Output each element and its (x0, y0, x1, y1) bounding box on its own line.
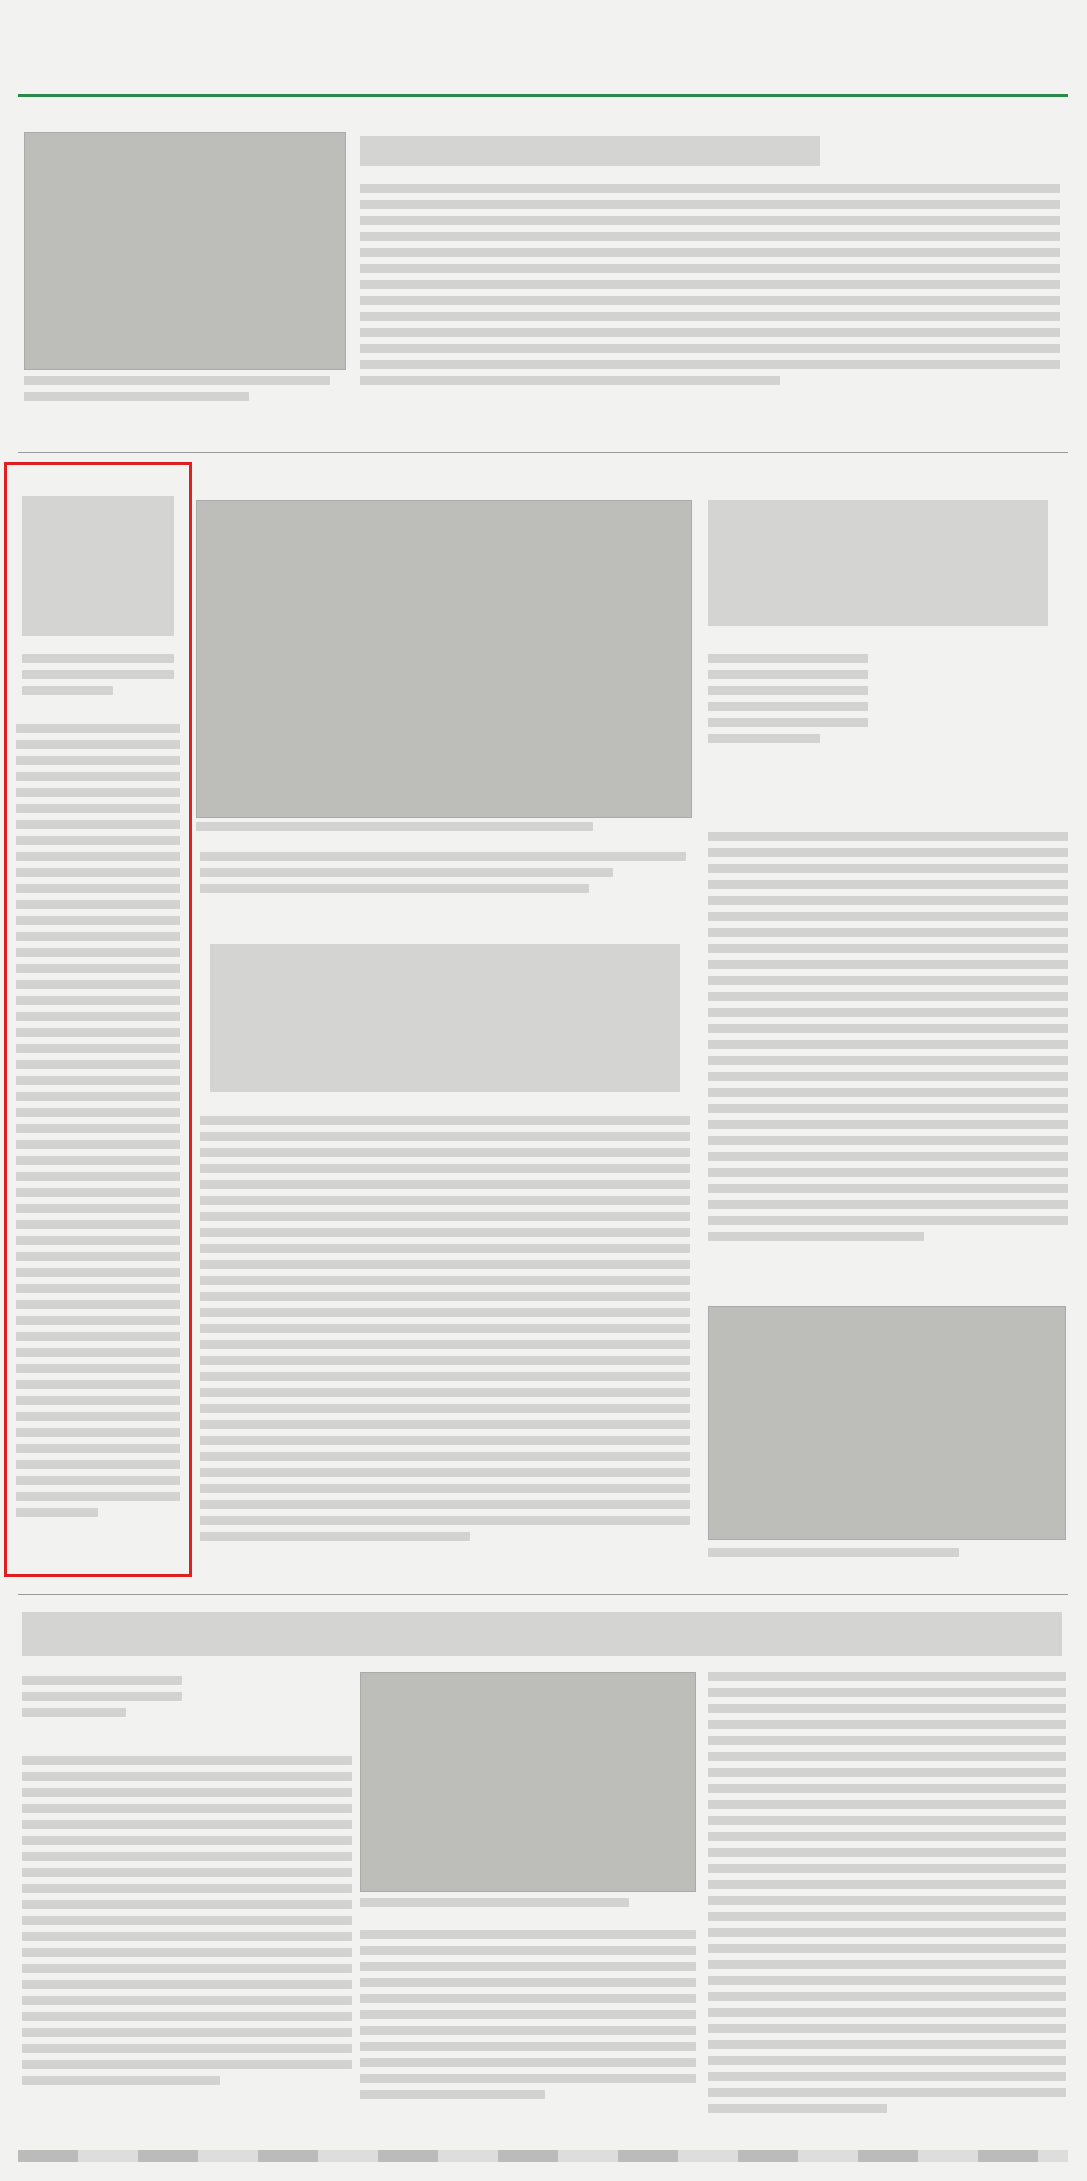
story5-caption (360, 1898, 696, 1916)
story4-caption (708, 1548, 1066, 1566)
section-divider-2 (18, 1594, 1068, 1595)
story3-body (200, 1116, 690, 1566)
story1-caption (24, 376, 346, 416)
story2-body (16, 724, 180, 1564)
story5-body-left (22, 1756, 352, 2136)
story4-body (708, 832, 1068, 1292)
story5-headline (22, 1612, 1062, 1656)
story5-photo (360, 1672, 696, 1892)
story1-photo (24, 132, 346, 370)
story3-headline (210, 944, 680, 1092)
story5-body-middle (360, 1930, 696, 2136)
story5-deck (22, 1676, 182, 1736)
section-divider-1 (18, 452, 1068, 453)
header-rule (18, 94, 1068, 97)
story1-body (360, 184, 1060, 414)
story4-photo (708, 1306, 1066, 1540)
story5-body-right (708, 1672, 1066, 2136)
story3-deck (200, 852, 686, 922)
story4-headline (708, 500, 1048, 626)
story3-photo (196, 500, 692, 818)
story1-headline (360, 136, 820, 166)
masthead (18, 62, 1068, 92)
story2-headline (22, 496, 174, 636)
story3-caption (196, 822, 692, 840)
story2-deck (22, 654, 174, 710)
story4-deck (708, 654, 868, 784)
registration-strip (18, 2150, 1068, 2162)
